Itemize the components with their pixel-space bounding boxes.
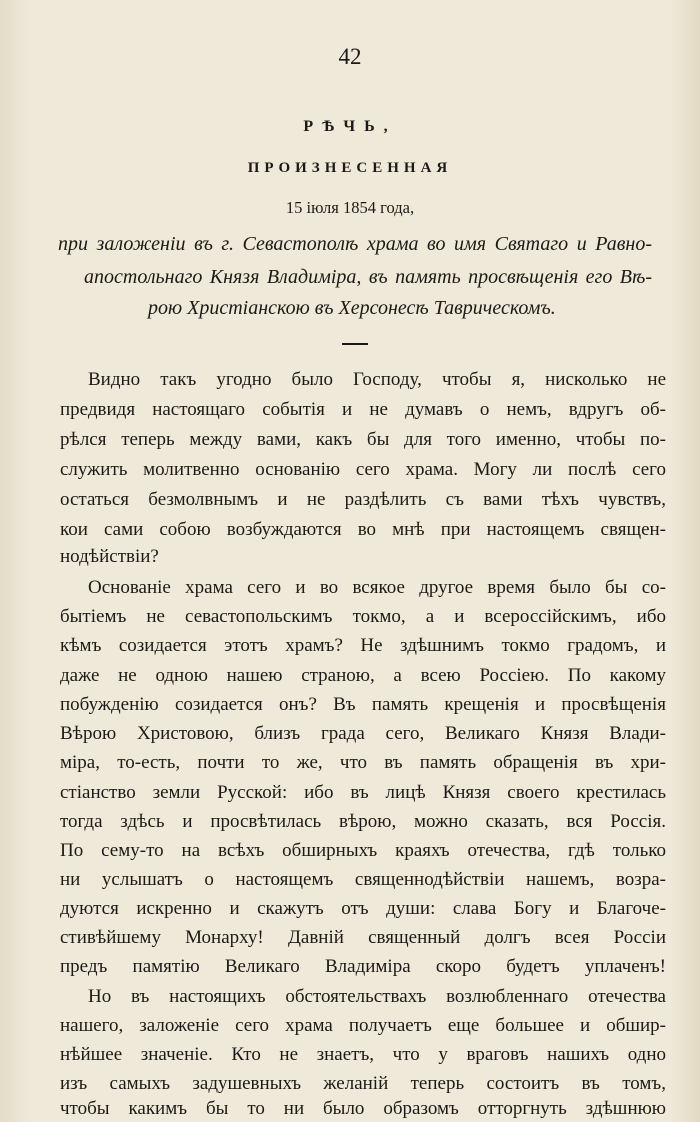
- heading: РѢЧЬ,: [303, 118, 397, 135]
- body-line: остаться безмолвнымъ и не раздѣлить съ вами тѣхъ чувствъ,: [60, 489, 666, 510]
- body-line: Основаніе храма сего и во всякое другое время было бы со-: [88, 577, 666, 598]
- body-line: чтобы какимъ бы то ни было образомъ отторгнуть здѣшнюю: [60, 1098, 666, 1119]
- body-line: нѣйшее значеніе. Кто не знаетъ, что у враговъ нашихъ одно: [60, 1044, 666, 1065]
- body-line: нашего, заложеніе сего храма получаетъ еще большее и обшир-: [60, 1015, 666, 1036]
- body-line: даже не одною нашею страною, а всею Россіею. По какому: [60, 665, 666, 686]
- body-line: побужденію созидается онъ? Въ память крещенія и просвѣщенія: [60, 694, 666, 715]
- body-line: нодѣйствіи?: [60, 546, 159, 567]
- body-line: міра, то-есть, почти то же, что въ память обращенія въ хри-: [60, 752, 666, 773]
- body-line: Но въ настоящихъ обстоятельствахъ возлюбленнаго отечества: [88, 986, 666, 1007]
- body-line: стивѣйшему Монарху! Давній священный долгъ всея Россіи: [60, 927, 666, 948]
- body-line: кѣмъ созидается этотъ храмъ? Не здѣшнимъ токмо градомъ, и: [60, 635, 666, 656]
- body-line: кои сами собою возбуждаются во мнѣ при настоящемъ священ-: [60, 519, 666, 540]
- body-line: предъ памятію Великаго Владиміра скоро будетъ уплаченъ!: [60, 956, 666, 977]
- italic-title-line: апостольнаго Князя Владиміра, въ память просвѣщенія его Вѣ-: [84, 266, 652, 288]
- body-line: изъ самыхъ задушевныхъ желаній теперь состоитъ въ томъ,: [60, 1073, 666, 1094]
- body-line: Видно такъ угодно было Господу, чтобы я, нисколько не: [88, 369, 666, 390]
- body-line: предвидя настоящаго событія и не думавъ о немъ, вдругъ об-: [60, 399, 666, 420]
- italic-title-line: рою Христіанскою въ Херсонесѣ Таврическомъ.: [148, 297, 556, 319]
- body-line: бытіемъ не севастопольскимъ токмо, а и всероссійскимъ, ибо: [60, 606, 666, 627]
- subheading: ПРОИЗНЕСЕННАЯ: [247, 160, 453, 176]
- body-line: дуются искренно и скажутъ отъ души: слава Богу и Благоче-: [60, 898, 666, 919]
- body-line: По сему-то на всѣхъ обширныхъ краяхъ отечества, гдѣ только: [60, 840, 666, 861]
- italic-title-line: при заложеніи въ г. Севастополѣ храма во имя Святаго и Равно-: [58, 233, 652, 255]
- body-line: тогда здѣсь и просвѣтилась вѣрою, можно сказать, вся Россія.: [60, 811, 666, 832]
- body-line: стіанство земли Русской: ибо въ лицѣ Князя своего крестилась: [60, 782, 666, 803]
- body-line: рѣлся теперь между вами, какъ бы для того именно, чтобы по-: [60, 429, 666, 450]
- page-number: 42: [338, 44, 362, 69]
- section-divider: [342, 343, 368, 345]
- body-line: ни услышатъ о настоящемъ священнодѣйствіи нашемъ, возра-: [60, 869, 666, 890]
- body-line: Вѣрою Христовою, близъ града сего, Великаго Князя Влади-: [60, 723, 666, 744]
- body-line: служить молитвенно основанію сего храма. Могу ли послѣ сего: [60, 459, 666, 480]
- speech-date: 15 іюля 1854 года,: [285, 198, 415, 217]
